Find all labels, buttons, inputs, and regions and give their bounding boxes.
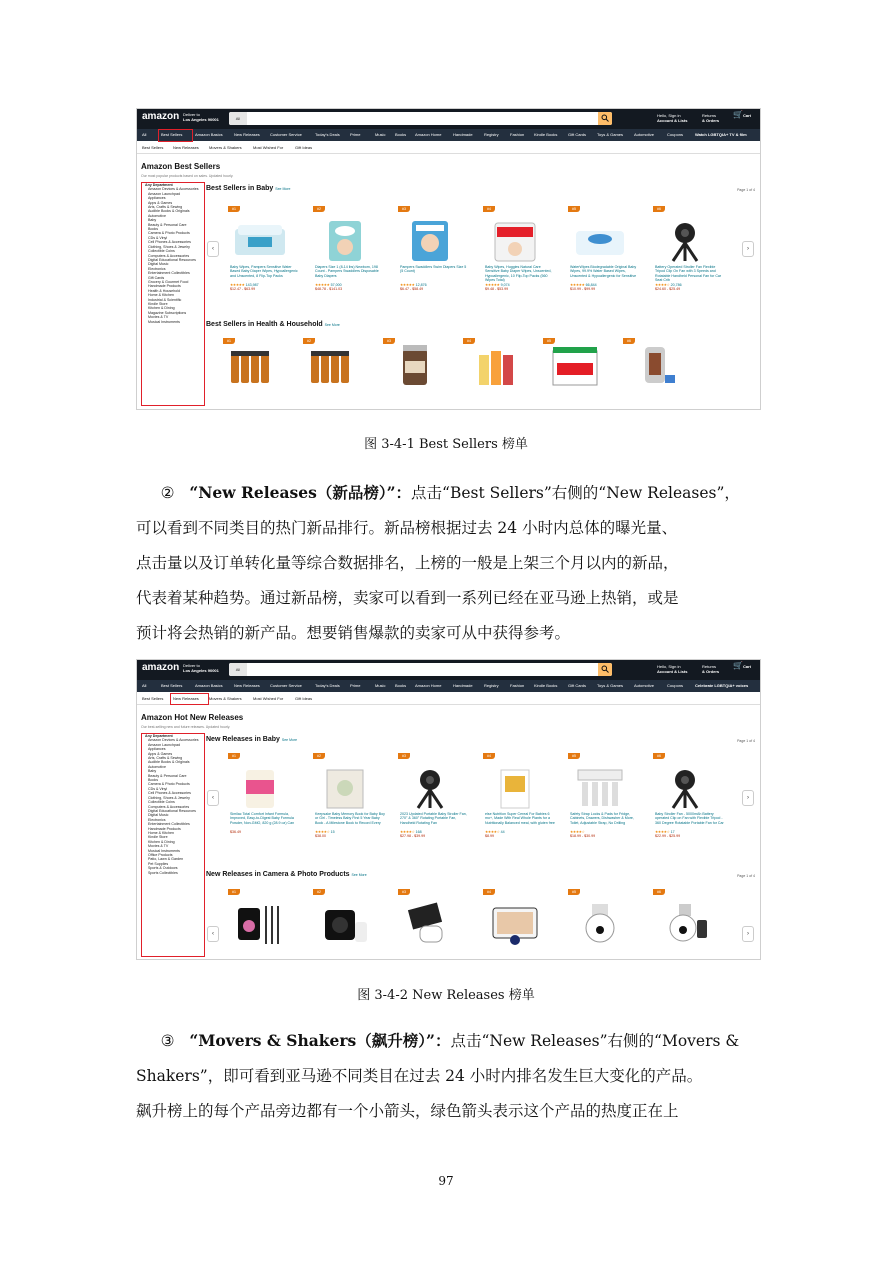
- page-subtitle: Our best-selling new and future releases. Updated hourly.: [141, 725, 231, 729]
- new-releases-screenshot: [136, 659, 761, 960]
- sidebar-item[interactable]: Digital Educational Resources: [148, 257, 196, 262]
- rank-badge: #2: [313, 206, 325, 212]
- search-bar[interactable]: [229, 663, 612, 676]
- rank-badge: #3: [398, 753, 410, 759]
- star-rating-icon: ★★★★★: [400, 282, 415, 287]
- nav-toys-games[interactable]: Toys & Games: [597, 132, 624, 137]
- sidebar-item[interactable]: Musical Instruments: [148, 848, 180, 853]
- returns-orders[interactable]: Returns & Orders: [702, 664, 720, 674]
- subnav-new-releases[interactable]: New Releases: [173, 145, 199, 150]
- sidebar-item[interactable]: Camera & Photo Products: [148, 231, 190, 236]
- baby-cereal-image[interactable]: [485, 764, 545, 809]
- rank-badge: #5: [568, 753, 580, 759]
- product-title[interactable]: else Nutrition Super Cereal For Babies 6 mo+, Made With Real Whole Plants for a Nutritionally Balanced meal, with gluten free: [485, 812, 555, 825]
- subnav-gift-ideas[interactable]: Gift Ideas: [295, 696, 313, 701]
- product-title[interactable]: Safety Strap Locks & Pads for Fridge, Cabinets, Drawers, Dishwasher & More, Toilet, Adjustable Strap, No Drilling: [570, 812, 634, 825]
- nav-registry[interactable]: Registry: [484, 683, 499, 688]
- product-price: $27.98 - $39.99: [400, 834, 426, 838]
- sidebar-item[interactable]: Arts, Crafts & Sewing: [148, 756, 183, 761]
- amazon-top-bar: [137, 660, 760, 680]
- rank-badge: #2: [313, 889, 325, 895]
- search-button[interactable]: [598, 112, 612, 125]
- sidebar-item[interactable]: Entertainment Collectibles: [148, 271, 190, 276]
- product-card-text[interactable]: [485, 812, 555, 838]
- sidebar-item[interactable]: Collectible Coins: [148, 249, 175, 254]
- paragraph-line: 预计将会热销的新产品。想要销售爆款的卖家可从中获得参考。: [136, 624, 571, 642]
- sidebar-item[interactable]: Home & Kitchen: [148, 830, 174, 835]
- drink-bottles-image[interactable]: [465, 341, 525, 386]
- sidebar-item[interactable]: Sports & Outdoors: [148, 866, 178, 871]
- department-sidebar: [141, 182, 205, 406]
- sidebar-item[interactable]: Books: [148, 778, 158, 783]
- subnav-best-sellers[interactable]: Best Sellers: [142, 696, 164, 701]
- sidebar-item[interactable]: Automotive: [148, 764, 166, 769]
- search-button[interactable]: [598, 663, 612, 676]
- nav-handmade[interactable]: Handmade: [453, 683, 473, 688]
- nav-new-releases[interactable]: New Releases: [234, 132, 260, 137]
- sidebar-item[interactable]: Appliances: [148, 747, 166, 752]
- sidebar-item[interactable]: Cell Phones & Accessories: [148, 791, 191, 796]
- see-more-link[interactable]: See More: [351, 873, 367, 877]
- rank-badge: #6: [623, 338, 635, 344]
- sidebar-item[interactable]: Clothing, Shoes & Jewelry: [148, 244, 190, 249]
- amazon-logo[interactable]: amazon: [142, 111, 180, 122]
- page-subtitle: Our most popular products based on sales. Updated hourly.: [141, 174, 234, 178]
- sidebar-item[interactable]: Movies & TV: [148, 844, 169, 849]
- product-card-text[interactable]: [315, 265, 385, 291]
- see-more-link[interactable]: See More: [275, 187, 291, 191]
- sidebar-item[interactable]: Baby: [148, 769, 157, 774]
- search-category-select[interactable]: All: [229, 112, 247, 125]
- amazon-logo[interactable]: amazon: [142, 662, 180, 673]
- product-card-text[interactable]: [655, 812, 725, 838]
- product-price: $6.47 - $58.49: [400, 287, 424, 291]
- sidebar-item[interactable]: Digital Music: [148, 262, 169, 267]
- rank-badge: #3: [398, 206, 410, 212]
- sidebar-item[interactable]: Apps & Games: [148, 200, 173, 205]
- nav-amazon-home[interactable]: Amazon Home: [415, 683, 442, 688]
- carousel-prev-button[interactable]: ‹: [207, 241, 219, 257]
- product-title[interactable]: 2023 Updated Portable Baby Stroller Fan, 270° & 360° Rotating Portable Fan, Handheld Rotating Fan: [400, 812, 467, 825]
- star-rating-icon: ★★★★☆: [655, 829, 670, 834]
- product-title[interactable]: Keepsake Baby Memory Book for Baby Boy or Girl - Timeless Baby First 5 Year Baby Book - A Milestone Book to Record Every: [315, 812, 385, 825]
- supplement-jar-image[interactable]: [385, 341, 445, 386]
- rank-badge: #6: [653, 889, 665, 895]
- rank-badge: #2: [313, 753, 325, 759]
- sidebar-item[interactable]: Health & Household: [148, 288, 180, 293]
- review-count[interactable]: 168: [415, 829, 422, 834]
- best-sellers-screenshot: [136, 108, 761, 410]
- product-price: $38.00: [315, 834, 326, 838]
- product-price: $36.49: [230, 829, 241, 834]
- subnav-most-wished[interactable]: Most Wished For: [253, 145, 284, 150]
- baby-wipes-image[interactable]: [230, 217, 290, 262]
- sidebar-item[interactable]: Automotive: [148, 213, 166, 218]
- paragraph-new-releases: [136, 475, 762, 651]
- section-title-baby: Best Sellers in Baby See More: [206, 185, 291, 192]
- sidebar-item[interactable]: Grocery & Gourmet Food: [148, 279, 189, 284]
- formula-can-image[interactable]: [230, 764, 290, 809]
- rank-badge: #1: [223, 338, 235, 344]
- product-price: $8.99: [485, 834, 494, 838]
- rank-badge: #5: [568, 206, 580, 212]
- rank-badge: #4: [483, 753, 495, 759]
- page-indicator: Page 1 of 4: [737, 739, 755, 743]
- sub-nav: [137, 141, 760, 154]
- nav-best-sellers[interactable]: Best Sellers: [161, 683, 183, 688]
- paragraph-line: ② “New Releases（新品榜）”：点击“Best Sellers”右侧的“New Releases”，: [160, 483, 740, 502]
- deliver-to[interactable]: Deliver to Los Angeles 90001: [183, 112, 219, 122]
- product-card-text[interactable]: [570, 812, 640, 838]
- star-rating-icon: ★★★★☆: [400, 829, 415, 834]
- sidebar-item[interactable]: Home & Kitchen: [148, 293, 174, 298]
- paragraph-line: 飙升榜上的每个产品旁边都有一个小箭头，绿色箭头表示这个产品的热度正在上: [136, 1102, 679, 1120]
- paragraph-line: 可以看到不同类目的热门新品排行。新品榜根据过去 24 小时内总体的曝光量、: [136, 519, 678, 537]
- search-bar[interactable]: [229, 112, 612, 125]
- department-sidebar: [141, 733, 205, 957]
- sidebar-item[interactable]: Handmade Products: [148, 826, 181, 831]
- waterwipes-image[interactable]: [570, 217, 630, 262]
- sidebar-item[interactable]: Amazon Launchpad: [148, 191, 180, 196]
- rank-badge: #1: [228, 206, 240, 212]
- account-lists[interactable]: Hello, Sign in Account & Lists: [657, 113, 688, 123]
- sidebar-item[interactable]: Digital Music: [148, 813, 169, 818]
- account-lists[interactable]: Hello, Sign in Account & Lists: [657, 664, 688, 674]
- sidebar-heading: Any Department: [145, 183, 173, 187]
- product-card-text[interactable]: [230, 812, 300, 834]
- sidebar-item[interactable]: Baby: [148, 218, 157, 223]
- nav-best-sellers[interactable]: Best Sellers: [161, 132, 183, 137]
- sidebar-item[interactable]: Digital Educational Resources: [148, 808, 196, 813]
- page-number: 97: [438, 1174, 454, 1188]
- nav-bar: [137, 129, 760, 141]
- nav-prime[interactable]: Prime: [350, 132, 361, 137]
- nav-customer-service[interactable]: Customer Service: [270, 683, 302, 688]
- sidebar-item[interactable]: Camera & Photo Products: [148, 782, 190, 787]
- product-price: $9.48 - $53.99: [485, 287, 509, 291]
- sidebar-item[interactable]: Entertainment Collectibles: [148, 822, 190, 827]
- sidebar-heading: Any Department: [145, 734, 173, 738]
- memory-book-image[interactable]: [315, 764, 375, 809]
- nav-new-releases[interactable]: New Releases: [234, 683, 260, 688]
- batteries-image[interactable]: [225, 341, 285, 386]
- sidebar-item[interactable]: Sports Collectibles: [148, 870, 178, 875]
- review-count[interactable]: 20,786: [670, 282, 682, 287]
- nav-books[interactable]: Books: [395, 683, 407, 688]
- sub-nav: [137, 692, 760, 705]
- nav-todays-deals[interactable]: Today's Deals: [315, 132, 340, 137]
- nav-kindle-books[interactable]: Kindle Books: [534, 683, 558, 688]
- section-title-baby: New Releases in Baby See More: [206, 736, 298, 743]
- sidebar-item[interactable]: Musical Instruments: [148, 319, 180, 324]
- sidebar-item[interactable]: Apps & Games: [148, 751, 173, 756]
- sidebar-item[interactable]: Clothing, Shoes & Jewelry: [148, 795, 190, 800]
- safety-locks-image[interactable]: [570, 764, 630, 809]
- sidebar-item[interactable]: Kindle Store: [148, 301, 168, 306]
- page-indicator: Page 1 of 4: [737, 188, 755, 192]
- nav-gift-cards[interactable]: Gift Cards: [568, 132, 587, 137]
- search-icon: [601, 665, 609, 673]
- product-price: $24.60 - $25.49: [655, 287, 681, 291]
- sidebar-item[interactable]: Pet Supplies: [148, 861, 169, 866]
- nav-registry[interactable]: Registry: [484, 132, 499, 137]
- product-title[interactable]: Baby Wipes, Huggies Natural Care Sensitive Baby Diaper Wipes, Unscented, Hypoallergenic, 10 Flip-Top Packs (560 Wipes Total): [485, 265, 552, 283]
- nav-toys-games[interactable]: Toys & Games: [597, 683, 624, 688]
- nav-fashion[interactable]: Fashion: [510, 132, 525, 137]
- sidebar-item[interactable]: CDs & Vinyl: [148, 235, 168, 240]
- sidebar-item[interactable]: Gift Cards: [148, 275, 165, 280]
- see-more-link[interactable]: See More: [324, 323, 340, 327]
- subnav-most-wished[interactable]: Most Wished For: [253, 696, 284, 701]
- returns-orders[interactable]: Returns & Orders: [702, 113, 720, 123]
- product-title[interactable]: Pampers Swaddlers Swim Diapers Size 5 (5 Count): [400, 265, 467, 274]
- nav-prime[interactable]: Prime: [350, 683, 361, 688]
- nav-handmade[interactable]: Handmade: [453, 132, 473, 137]
- sidebar-item[interactable]: Kindle Store: [148, 835, 168, 840]
- sidebar-item[interactable]: Cell Phones & Accessories: [148, 240, 191, 245]
- product-card-text[interactable]: [485, 265, 555, 291]
- star-rating-icon: ★★★★☆: [570, 829, 585, 834]
- sidebar-item[interactable]: Magazine Subscriptions: [148, 310, 187, 315]
- product-card-text[interactable]: [655, 265, 725, 291]
- rank-badge: #4: [483, 889, 495, 895]
- page-title: Amazon Hot New Releases: [141, 713, 244, 722]
- baby-monitor-image[interactable]: [485, 900, 545, 945]
- sidebar-item[interactable]: Computers & Accessories: [148, 253, 190, 258]
- sidebar-item[interactable]: Industrial & Scientific: [148, 297, 182, 302]
- cart[interactable]: 🛒Cart: [733, 110, 751, 119]
- figure-caption-1: 图 3-4-1 Best Sellers 榜单: [364, 437, 528, 452]
- product-title[interactable]: Baby Stroller Fan - 5000mAh Battery operated Clip on Fan with Flexible Tripod - 360 Degree Rotatable Portable Fan for Car: [655, 812, 724, 825]
- nav-promo[interactable]: Watch LGBTQIA+ TV & film: [695, 132, 747, 137]
- nav-automotive[interactable]: Automotive: [634, 683, 655, 688]
- star-rating-icon: ★★★★★: [570, 282, 585, 287]
- cart-icon: 🛒: [733, 661, 743, 670]
- cart[interactable]: 🛒Cart: [733, 661, 751, 670]
- product-card-text[interactable]: [400, 265, 470, 291]
- nav-music[interactable]: Music: [375, 683, 386, 688]
- star-rating-icon: ★★★★★: [315, 282, 330, 287]
- sidebar-item[interactable]: Office Products: [148, 852, 173, 857]
- security-camera-image[interactable]: [315, 900, 375, 945]
- paper-towels-image[interactable]: [545, 341, 605, 386]
- paragraph-line: 代表着某种趋势。通过新品榜，卖家可以看到一系列已经在亚马逊上热销，或是: [136, 589, 679, 607]
- review-count[interactable]: 143,987: [245, 282, 259, 287]
- nav-amazon-basics[interactable]: Amazon Basics: [195, 683, 223, 688]
- nav-fashion[interactable]: Fashion: [510, 683, 525, 688]
- subnav-best-sellers[interactable]: Best Sellers: [142, 145, 164, 150]
- paragraph-line: ③ “Movers & Shakers（飙升榜）”：点击“New Releases”右侧的“Movers &: [160, 1031, 740, 1050]
- rank-badge: #4: [463, 338, 475, 344]
- nav-all[interactable]: All: [142, 683, 147, 688]
- review-count[interactable]: 17: [670, 829, 675, 834]
- sidebar-item[interactable]: Handmade Products: [148, 284, 181, 289]
- sidebar-item[interactable]: Kitchen & Dining: [148, 306, 175, 311]
- review-count[interactable]: 57,000: [330, 282, 342, 287]
- nav-all[interactable]: All: [142, 132, 147, 137]
- otoscope-image[interactable]: [230, 900, 290, 945]
- sidebar-item[interactable]: Arts, Crafts & Sewing: [148, 205, 183, 210]
- product-title[interactable]: Similac Total Comfort Infant Formula, Improved, Easy-to-Digest Baby Formula Powder, Non-GMO, 820 g (28.9 oz) Can: [230, 812, 295, 825]
- product-price: $10.99 - $99.99: [570, 287, 596, 291]
- product-card-text[interactable]: [400, 812, 470, 838]
- stroller-fan-image[interactable]: [655, 217, 715, 262]
- nav-books[interactable]: Books: [395, 132, 407, 137]
- carousel-next-button[interactable]: ›: [742, 790, 754, 806]
- nav-amazon-home[interactable]: Amazon Home: [415, 132, 442, 137]
- product-price: $12.47 - $63.99: [230, 287, 256, 291]
- product-title[interactable]: Diapers Size 1 (8-14 lbs) Newborn, 198 Count - Pampers Swaddlers Disposable Baby Diapers: [315, 265, 379, 278]
- product-card-text[interactable]: [570, 265, 640, 291]
- sidebar-item[interactable]: Collectible Coins: [148, 800, 175, 805]
- rank-badge: #4: [483, 206, 495, 212]
- deliver-to[interactable]: Deliver to Los Angeles 90001: [183, 663, 219, 673]
- review-count[interactable]: 44: [500, 829, 505, 834]
- product-title[interactable]: WaterWipes Biodegradable Original Baby Wipes, 99.9% Water Based Wipes, Unscented & Hypoallergenic for Sensitive: [570, 265, 637, 278]
- sidebar-item[interactable]: Appliances: [148, 196, 166, 201]
- review-count[interactable]: 66,844: [585, 282, 597, 287]
- star-rating-icon: ★★★★★: [230, 282, 245, 287]
- product-price: $18.99 - $30.99: [570, 834, 596, 838]
- star-rating-icon: ★★★★☆: [655, 282, 670, 287]
- nav-promo[interactable]: Celebrate LGBTQIA+ voices: [695, 683, 749, 688]
- subnav-gift-ideas[interactable]: Gift Ideas: [295, 145, 313, 150]
- star-rating-icon: ★★★★☆: [485, 829, 500, 834]
- nav-music[interactable]: Music: [375, 132, 386, 137]
- rank-badge: #6: [653, 753, 665, 759]
- product-price: $22.99 - $25.99: [655, 834, 681, 838]
- product-price: $48.78 - $141.03: [315, 287, 343, 291]
- review-count[interactable]: 9,074: [500, 282, 510, 287]
- product-card-text[interactable]: [230, 265, 300, 291]
- sidebar-item[interactable]: Amazon Devices & Accessories: [148, 187, 199, 192]
- rank-badge: #1: [228, 889, 240, 895]
- section-title-health: Best Sellers in Health & Household See More: [206, 321, 340, 328]
- nav-gift-cards[interactable]: Gift Cards: [568, 683, 587, 688]
- product-card-text[interactable]: [315, 812, 385, 838]
- star-rating-icon: ★★★★★: [485, 282, 500, 287]
- figure-caption-2: 图 3-4-2 New Releases 榜单: [357, 988, 535, 1003]
- sidebar-item[interactable]: CDs & Vinyl: [148, 786, 168, 791]
- nav-amazon-basics[interactable]: Amazon Basics: [195, 132, 223, 137]
- page-indicator: Page 1 of 4: [737, 874, 755, 878]
- sidebar-item[interactable]: Amazon Devices & Accessories: [148, 738, 199, 743]
- section-title-camera: New Releases in Camera & Photo Products See More: [206, 871, 367, 878]
- bulb-camera-image[interactable]: [655, 900, 715, 945]
- review-count[interactable]: 12,876: [415, 282, 427, 287]
- stroller-fan-image[interactable]: [400, 764, 460, 809]
- carousel-prev-button[interactable]: ‹: [207, 790, 219, 806]
- nav-customer-service[interactable]: Customer Service: [270, 132, 302, 137]
- subnav-movers-shakers[interactable]: Movers & Shakers: [209, 696, 242, 701]
- rank-badge: #3: [383, 338, 395, 344]
- search-category-select[interactable]: All: [229, 663, 247, 676]
- sidebar-item[interactable]: Computers & Accessories: [148, 804, 190, 809]
- rank-badge: #6: [653, 206, 665, 212]
- solar-camera-image[interactable]: [400, 900, 460, 945]
- sidebar-item[interactable]: Movies & TV: [148, 315, 169, 320]
- huggies-wipes-image[interactable]: [485, 217, 545, 262]
- search-icon: [601, 114, 609, 122]
- nav-coupons[interactable]: Coupons: [667, 683, 684, 688]
- carousel-next-button[interactable]: ›: [742, 926, 754, 942]
- subnav-new-releases[interactable]: New Releases: [173, 696, 199, 701]
- stroller-fan-image[interactable]: [655, 764, 715, 809]
- page-title: Amazon Best Sellers: [141, 162, 221, 171]
- rank-badge: #5: [568, 889, 580, 895]
- sidebar-item[interactable]: Audible Books & Originals: [148, 209, 190, 214]
- nav-todays-deals[interactable]: Today's Deals: [315, 683, 340, 688]
- rank-badge: #5: [543, 338, 555, 344]
- carousel-next-button[interactable]: ›: [742, 241, 754, 257]
- batteries-image[interactable]: [305, 341, 365, 386]
- sidebar-item[interactable]: Beauty & Personal Care: [148, 222, 187, 227]
- highlight-new-releases-subnav: [170, 693, 209, 705]
- star-rating-icon: ★★★★☆: [315, 829, 330, 834]
- cart-icon: 🛒: [733, 110, 743, 119]
- sidebar-item[interactable]: Amazon Launchpad: [148, 742, 180, 747]
- sidebar-item[interactable]: Books: [148, 227, 158, 232]
- bulb-camera-image[interactable]: [570, 900, 630, 945]
- product-title[interactable]: Baby Wipes, Pampers Sensitive Water Based Baby Diaper Wipes, Hypoallergenic and Unscented, 8 Flip-Top Packs: [230, 265, 298, 278]
- amazon-top-bar: [137, 109, 760, 129]
- rank-badge: #1: [228, 753, 240, 759]
- sidebar-item[interactable]: Electronics: [148, 266, 166, 271]
- carousel-prev-button[interactable]: ‹: [207, 926, 219, 942]
- nav-automotive[interactable]: Automotive: [634, 132, 655, 137]
- rank-badge: #3: [398, 889, 410, 895]
- swim-diapers-image[interactable]: [400, 217, 460, 262]
- subnav-movers-shakers[interactable]: Movers & Shakers: [209, 145, 242, 150]
- paragraph-line: Shakers”，即可看到亚马逊不同类目在过去 24 小时内排名发生巨大变化的产品。: [136, 1067, 703, 1085]
- rank-badge: #2: [303, 338, 315, 344]
- diapers-image[interactable]: [315, 217, 375, 262]
- health-device-image[interactable]: [625, 341, 685, 386]
- see-more-link[interactable]: See More: [281, 738, 298, 742]
- sidebar-item[interactable]: Audible Books & Originals: [148, 760, 190, 765]
- nav-bar: [137, 680, 760, 692]
- nav-kindle-books[interactable]: Kindle Books: [534, 132, 558, 137]
- paragraph-line: 点击量以及订单转化量等综合数据排名，上榜的一般是上架三个月以内的新品，: [136, 554, 679, 572]
- sidebar-item[interactable]: Patio, Lawn & Garden: [148, 857, 184, 862]
- sidebar-item[interactable]: Electronics: [148, 817, 166, 822]
- sidebar-item[interactable]: Kitchen & Dining: [148, 839, 175, 844]
- review-count[interactable]: 15: [330, 829, 335, 834]
- nav-coupons[interactable]: Coupons: [667, 132, 684, 137]
- sidebar-item[interactable]: Beauty & Personal Care: [148, 773, 187, 778]
- paragraph-movers-shakers: [136, 1023, 762, 1129]
- product-title[interactable]: Battery Operated Stroller Fan Flexible Tripod Clip On Fan with 3 Speeds and Rotatable Handheld Personal Fan for Car Seat Crib: [655, 265, 722, 283]
